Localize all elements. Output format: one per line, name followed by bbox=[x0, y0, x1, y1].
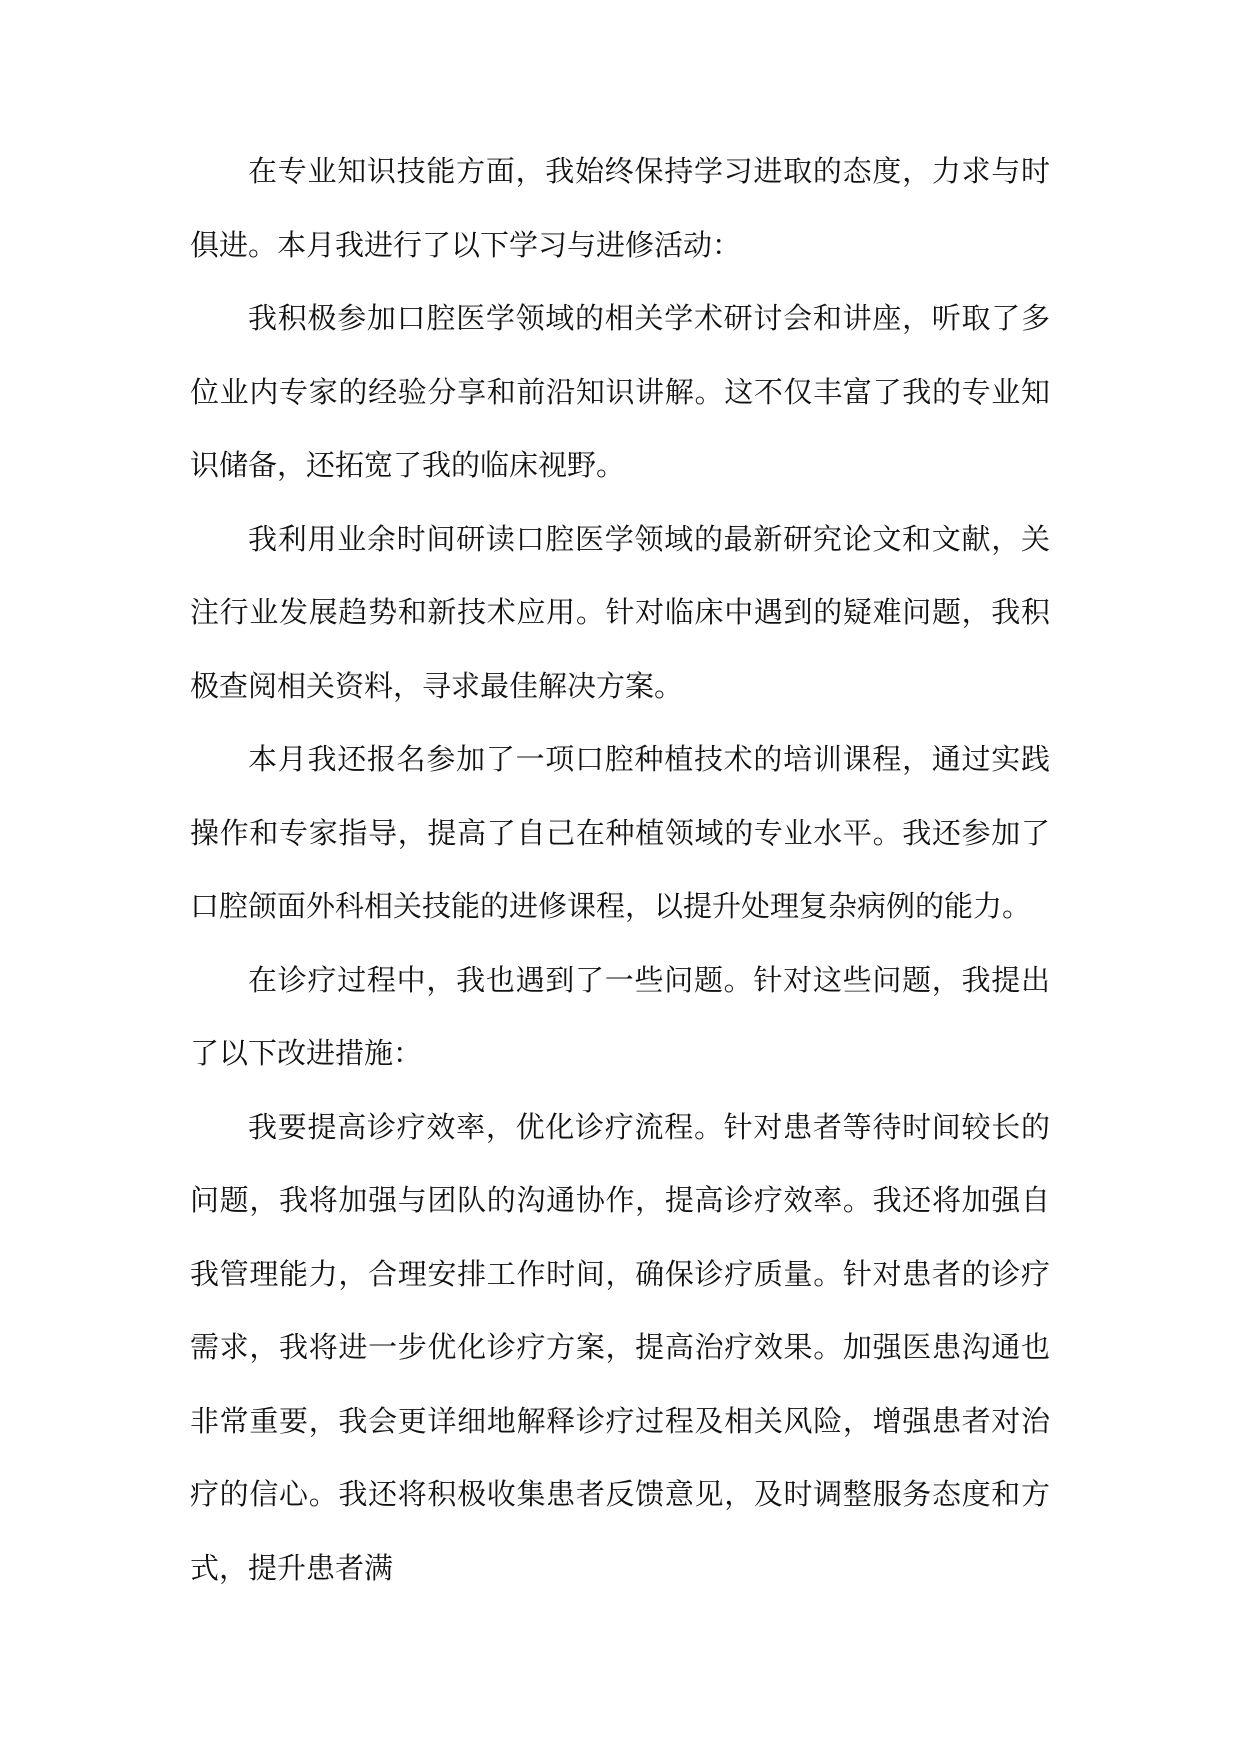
paragraph-research-reading: 我利用业余时间研读口腔医学领域的最新研究论文和文献，关注行业发展趋势和新技术应用。针对临床中遇到的疑难问题，我积极查阅相关资料，寻求最佳解决方案。 bbox=[190, 521, 1050, 703]
document-body bbox=[190, 135, 1050, 1605]
paragraph-training-courses: 本月我还报名参加了一项口腔种植技术的培训课程，通过实践操作和专家指导，提高了自己在种植领域的专业水平。我还参加了口腔颌面外科相关技能的进修课程，以提升处理复杂病例的能力。 bbox=[190, 742, 1050, 923]
paragraph-academic-seminars: 我积极参加口腔医学领域的相关学术研讨会和讲座，听取了多位业内专家的经验分享和前沿知识讲解。这不仅丰富了我的专业知识储备，还拓宽了我的临床视野。 bbox=[190, 301, 1050, 482]
paragraph-improvement-measures: 我要提高诊疗效率，优化诊疗流程。针对患者等待时间较长的问题，我将加强与团队的沟通协作，提高诊疗效率。我还将加强自我管理能力，合理安排工作时间，确保诊疗质量。针对患者的诊疗需求，我将进一步优化诊疗方案，提高治疗效果。加强医患沟通也非常重要，我会更详细地解释诊疗过程及相关风险，增强患者对治疗的信心。我还将积极收集患者反馈意见，及时调整服务态度和方式，提升患者满 bbox=[190, 1109, 1050, 1585]
paragraph-problems-intro: 在诊疗过程中，我也遇到了一些问题。针对这些问题，我提出了以下改进措施： bbox=[190, 962, 1050, 1070]
paragraph-professional-skills: 在专业知识技能方面，我始终保持学习进取的态度，力求与时俱进。本月我进行了以下学习与进修活动： bbox=[190, 154, 1050, 262]
